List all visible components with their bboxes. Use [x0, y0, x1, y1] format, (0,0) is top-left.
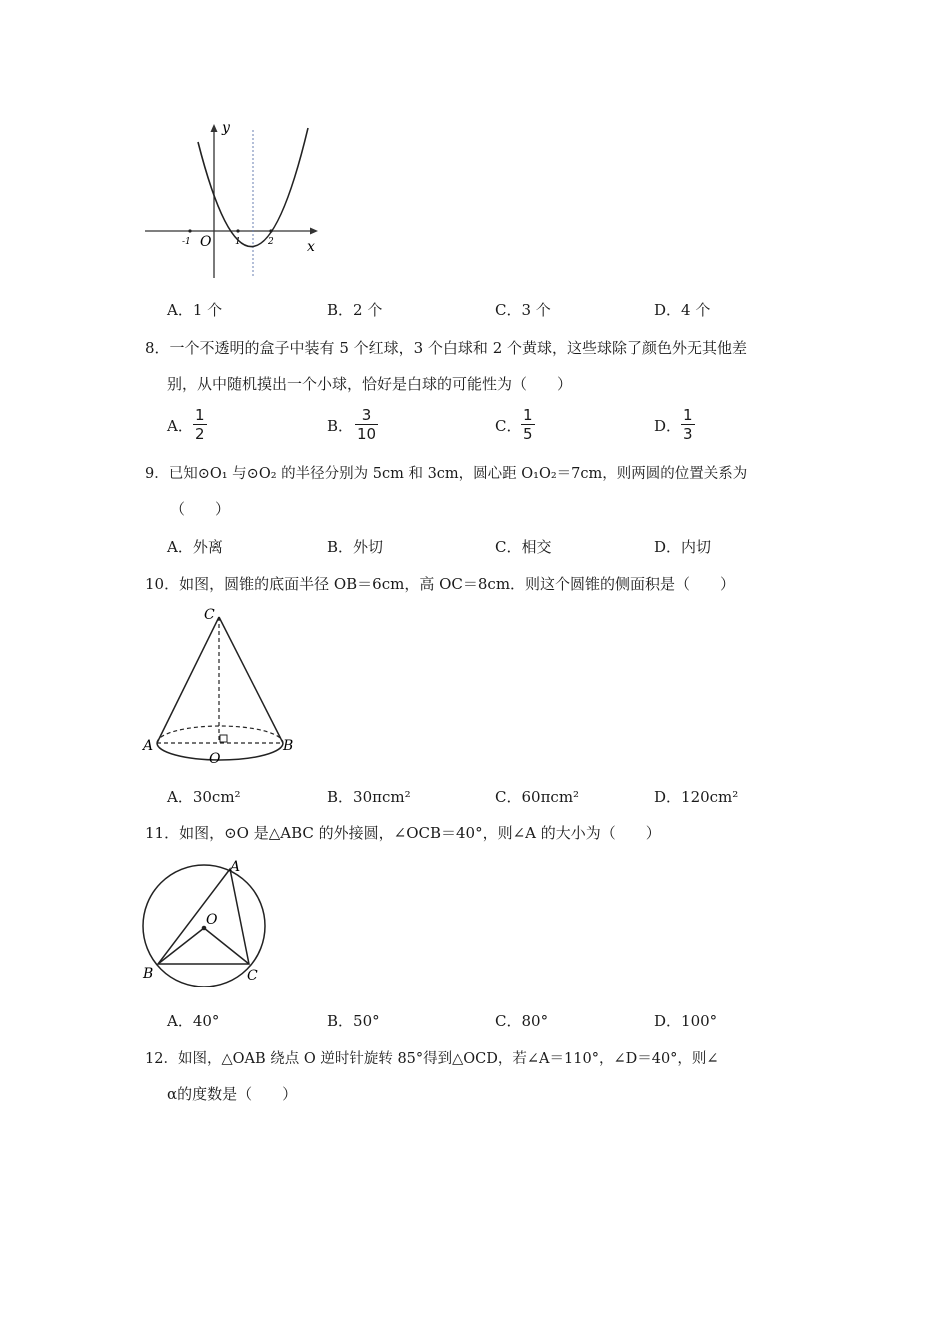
q10-option-c[interactable]: C．60πcm²	[495, 788, 580, 806]
circle-label-b: B	[143, 966, 154, 982]
parabola-graph	[140, 118, 330, 283]
q10-stem-line1: 10．如图，圆锥的底面半径 OB＝6cm，高 OC＝8cm．则这个圆锥的侧面积是（ ）	[145, 575, 736, 593]
q9-stem-line2: （ ）	[170, 500, 231, 518]
cone-figure	[140, 602, 300, 772]
x-axis-label: x	[307, 239, 315, 255]
circumcircle-figure	[138, 852, 273, 987]
denominator: 10	[357, 425, 377, 443]
q7-option-a[interactable]: A．1 个	[167, 301, 223, 319]
q11-stem-line1: 11．如图，⊙O 是△ABC 的外接圆，∠OCB＝40°，则∠A 的大小为（ ）	[145, 824, 661, 842]
cone-label-a: A	[143, 738, 154, 754]
origin-label: O	[200, 234, 212, 250]
q9-option-c[interactable]: C．相交	[495, 538, 552, 556]
q8-option-b-fraction[interactable]	[355, 407, 378, 443]
numerator: 3	[355, 407, 378, 425]
q9-option-a[interactable]: A．外离	[167, 538, 223, 556]
q8-option-a-fraction[interactable]	[193, 407, 207, 443]
tick-label-2: 2	[268, 237, 274, 247]
circle-label-o: O	[206, 912, 218, 928]
denominator: 3	[683, 425, 693, 443]
q8-option-d-fraction[interactable]	[681, 407, 695, 443]
numerator: 1	[683, 406, 693, 424]
cone-label-b: B	[283, 738, 294, 754]
q11-option-d[interactable]: D．100°	[654, 1012, 718, 1030]
tick-label-1: 1	[235, 237, 241, 247]
circle-label-c: C	[247, 968, 258, 984]
numerator: 1	[523, 406, 533, 424]
q7-option-d[interactable]: D．4 个	[654, 301, 711, 319]
cone-label-o: O	[209, 751, 221, 767]
y-axis-label: y	[222, 120, 230, 136]
q11-option-a[interactable]: A．40°	[167, 1012, 220, 1030]
q8-option-d-letter[interactable]: D．	[654, 417, 682, 435]
q9-option-b[interactable]: B．外切	[327, 538, 384, 556]
q11-option-b[interactable]: B．50°	[327, 1012, 380, 1030]
q8-option-a-letter[interactable]: A．	[167, 417, 193, 435]
q7-option-c[interactable]: C．3 个	[495, 301, 551, 319]
q7-option-b[interactable]: B．2 个	[327, 301, 383, 319]
q10-option-b[interactable]: B．30πcm²	[327, 788, 411, 806]
circle-label-a: A	[230, 859, 241, 875]
denominator: 2	[195, 425, 205, 443]
q11-option-c[interactable]: C．80°	[495, 1012, 549, 1030]
q10-option-d[interactable]: D．120cm²	[654, 788, 739, 806]
q10-option-a[interactable]: A．30cm²	[167, 788, 241, 806]
denominator: 5	[523, 425, 533, 443]
tick-label-neg1: -1	[182, 237, 191, 247]
q8-stem-line1: 8．一个不透明的盒子中装有 5 个红球，3 个白球和 2 个黄球，这些球除了颜色外无其他差	[145, 339, 748, 357]
q8-option-c-fraction[interactable]	[521, 407, 535, 443]
q8-stem-line2: 别，从中随机摸出一个小球，恰好是白球的可能性为（ ）	[167, 375, 573, 393]
numerator: 1	[195, 406, 205, 424]
q9-stem-line1: 9．已知⊙O₁ 与⊙O₂ 的半径分别为 5cm 和 3cm，圆心距 O₁O₂＝7cm，则两圆的位置关系为	[145, 466, 748, 482]
q12-stem-line2: α的度数是（ ）	[167, 1085, 298, 1103]
cone-label-c: C	[204, 607, 215, 623]
q12-stem-line1: 12．如图，△OAB 绕点 O 逆时针旋转 85°得到△OCD，若∠A＝110°，∠D＝40°，则∠	[145, 1051, 719, 1067]
q9-option-d[interactable]: D．内切	[654, 538, 712, 556]
q8-option-c-letter[interactable]: C．	[495, 417, 522, 435]
q8-option-b-letter[interactable]: B．	[327, 417, 354, 435]
